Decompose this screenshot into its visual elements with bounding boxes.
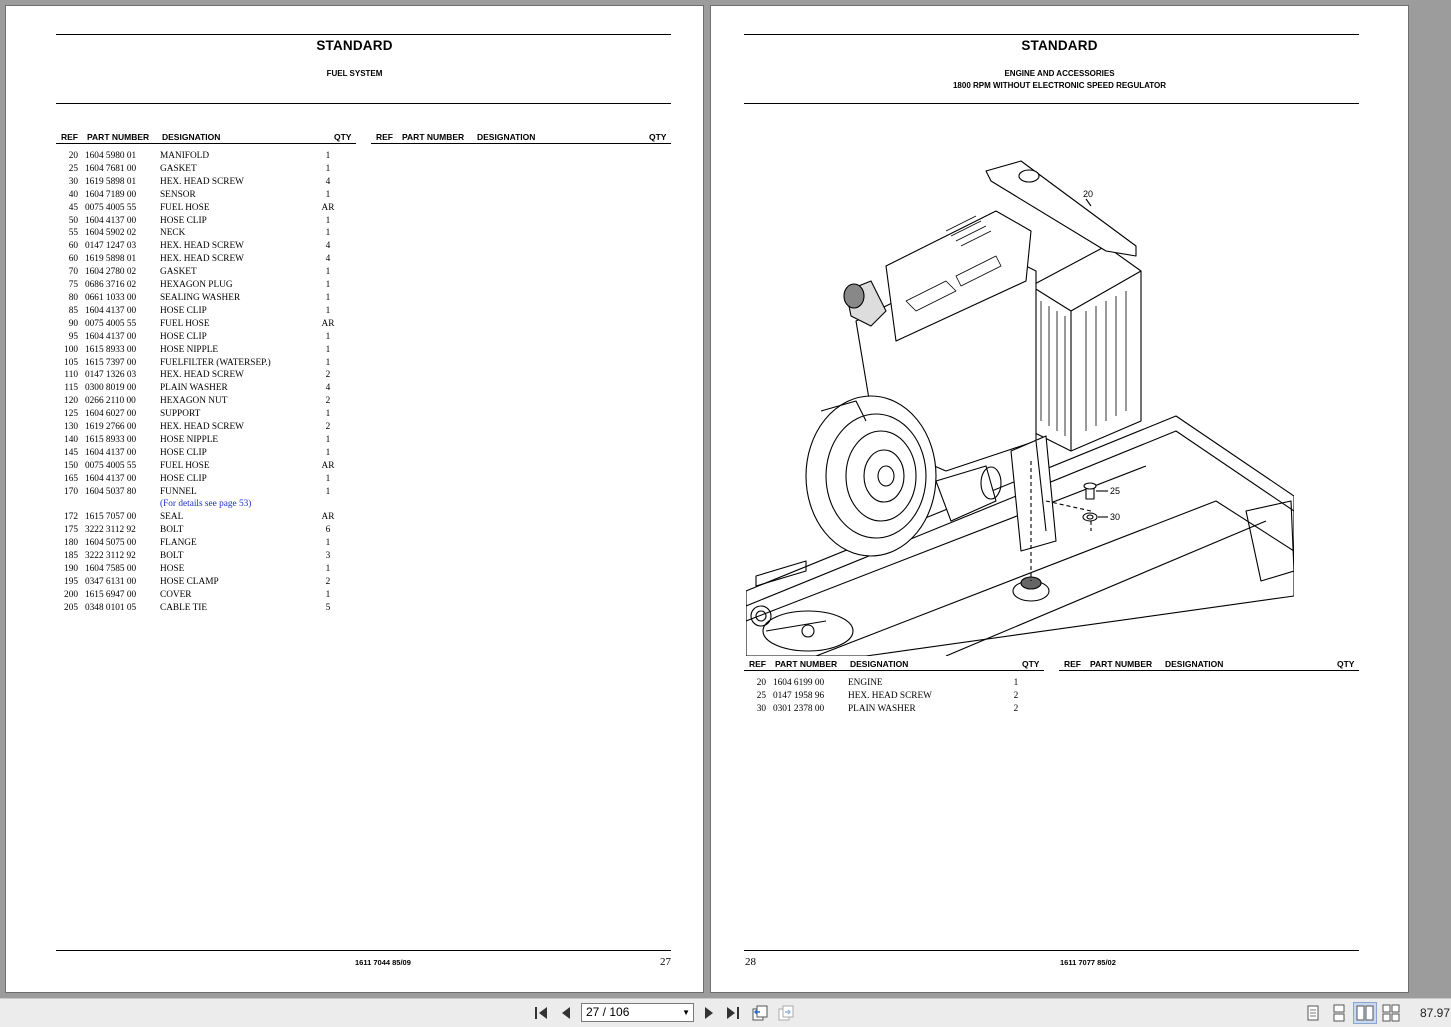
page-number-select[interactable] <box>581 1003 694 1022</box>
qty-cell: 1 <box>325 151 331 161</box>
part-number-cell: 1604 2780 02 <box>85 267 137 278</box>
table-row <box>54 421 341 434</box>
table-row <box>54 498 341 511</box>
ref-cell: 40 <box>68 189 78 200</box>
callout-25: 25 <box>1110 486 1121 496</box>
ref-cell: 70 <box>68 267 78 278</box>
prev-page-icon[interactable] <box>557 1004 575 1022</box>
ref-cell: 60 <box>68 254 78 265</box>
qty-cell: 4 <box>325 176 331 187</box>
designation-cell: COVER <box>160 589 192 600</box>
next-page-icon[interactable] <box>700 1004 718 1022</box>
table-row <box>54 331 341 344</box>
ref-cell: 80 <box>68 292 78 303</box>
table-row <box>54 524 341 537</box>
page-subtitle-line1: ENGINE AND ACCESSORIES <box>1004 69 1115 78</box>
ref-cell: 185 <box>64 551 78 562</box>
table-row <box>54 395 341 408</box>
callout-30: 30 <box>1110 512 1121 522</box>
designation-cell: GASKET <box>160 267 197 278</box>
ref-cell: 140 <box>64 434 78 445</box>
table-row <box>54 240 341 253</box>
qty-cell: 1 <box>325 409 331 420</box>
table-header-rule-2 <box>1059 670 1359 671</box>
engine-illustration <box>746 151 1294 656</box>
table-row <box>742 703 1029 716</box>
ref-cell <box>54 498 85 511</box>
ref-cell: 175 <box>64 525 78 536</box>
ref-cell: 105 <box>64 357 78 368</box>
qty-cell: 1 <box>325 473 331 484</box>
designation-cell: SUPPORT <box>160 409 201 420</box>
part-number-cell: 0348 0101 05 <box>85 602 137 613</box>
designation-cell: HEX. HEAD SCREW <box>160 422 244 433</box>
part-number-cell: 0301 2378 00 <box>773 703 825 714</box>
qty-cell: 1 <box>325 331 331 342</box>
designation-cell: FUEL HOSE <box>160 318 210 329</box>
part-number-cell: 0147 1247 03 <box>85 241 137 252</box>
part-number-cell: 0686 3716 02 <box>85 280 137 291</box>
first-page-icon[interactable] <box>532 1004 550 1022</box>
part-number-cell: 1604 6199 00 <box>773 678 825 688</box>
ref-cell: 75 <box>68 280 78 291</box>
ref-cell: 55 <box>68 228 78 239</box>
table-row <box>54 550 341 563</box>
table-row <box>54 369 341 382</box>
forward-view-icon[interactable] <box>777 1004 795 1022</box>
footer-rule <box>56 950 671 951</box>
part-number-cell: 1604 7189 00 <box>85 189 137 200</box>
page-title: STANDARD <box>316 38 393 53</box>
table-row <box>54 447 341 460</box>
part-number-cell: 1615 7397 00 <box>85 357 137 368</box>
footer-doc-number: 1611 7077 85/02 <box>1060 958 1116 967</box>
qty-cell: 2 <box>325 370 331 381</box>
qty-cell: 2 <box>325 576 331 587</box>
qty-cell: AR <box>321 318 335 329</box>
table-row <box>54 176 341 189</box>
qty-cell: 3 <box>325 551 331 562</box>
part-number-cell <box>85 498 160 511</box>
part-number-cell: 1604 4137 00 <box>85 473 137 484</box>
col-header-ref-2: REF <box>1064 659 1081 669</box>
part-number-cell: 0075 4005 55 <box>85 318 137 329</box>
cross-reference-link[interactable]: (For details see page 53) <box>160 499 252 510</box>
part-number-cell: 1604 4137 00 <box>85 447 137 458</box>
col-header-qty-2: QTY <box>649 132 667 142</box>
table-row <box>54 344 341 357</box>
ref-cell: 30 <box>68 176 78 187</box>
table-row <box>54 460 341 473</box>
part-number-cell: 0075 4005 55 <box>85 202 137 213</box>
table-row <box>54 266 341 279</box>
table-header-rule <box>744 670 1044 671</box>
qty-cell: 1 <box>325 564 331 574</box>
designation-cell: HOSE CLIP <box>160 447 207 458</box>
part-number-cell: 1615 6947 00 <box>85 589 137 600</box>
table-row <box>742 690 1029 703</box>
designation-cell: FUEL HOSE <box>160 202 210 213</box>
designation-cell: HEX. HEAD SCREW <box>848 690 932 701</box>
part-number-cell: 1615 7057 00 <box>85 512 137 523</box>
designation-cell: HOSE CLIP <box>160 331 207 342</box>
table-row <box>54 589 341 602</box>
col-header-part-number: PART NUMBER <box>775 659 838 669</box>
designation-cell: HOSE NIPPLE <box>160 434 219 445</box>
table-row <box>54 163 341 176</box>
designation-cell: HEXAGON NUT <box>160 396 228 407</box>
qty-cell: 1 <box>1013 678 1019 688</box>
designation-cell: PLAIN WASHER <box>848 703 916 714</box>
designation-cell: HOSE <box>160 564 185 574</box>
table-row <box>54 473 341 486</box>
header-rule-bottom <box>744 103 1359 104</box>
designation-cell: HOSE CLIP <box>160 215 207 226</box>
page-number: 27 <box>660 956 671 968</box>
designation-cell: HOSE CLAMP <box>160 576 219 587</box>
pdf-page-right <box>710 5 1409 993</box>
table-row <box>54 511 341 524</box>
ref-cell: 120 <box>64 396 78 407</box>
table-row <box>54 202 341 215</box>
designation-cell: PLAIN WASHER <box>160 383 228 394</box>
qty-cell: AR <box>321 202 335 213</box>
last-page-icon[interactable] <box>724 1004 742 1022</box>
qty-cell: 2 <box>1013 703 1019 714</box>
footer-rule <box>744 950 1359 951</box>
designation-cell: FUNNEL <box>160 486 197 497</box>
qty-cell <box>315 498 341 511</box>
part-number-cell: 0147 1326 03 <box>85 370 137 381</box>
table-row <box>54 486 341 499</box>
table-row <box>54 357 341 370</box>
qty-cell: 4 <box>325 241 331 252</box>
part-number-cell: 1615 8933 00 <box>85 434 137 445</box>
ref-cell: 115 <box>64 383 78 394</box>
qty-cell: 1 <box>325 447 331 458</box>
zoom-level[interactable]: 87.97 <box>1420 1006 1451 1020</box>
qty-cell: 6 <box>325 525 331 536</box>
col-header-ref-2: REF <box>376 132 393 142</box>
qty-cell: 1 <box>325 215 331 226</box>
designation-cell: SENSOR <box>160 189 196 200</box>
single-page-icon[interactable] <box>1304 1004 1322 1022</box>
qty-cell: 2 <box>1013 690 1019 701</box>
ref-cell: 170 <box>64 486 78 497</box>
part-number-cell: 1604 5980 01 <box>85 151 137 161</box>
designation-cell: HEX. HEAD SCREW <box>160 254 244 265</box>
designation-cell: FUELFILTER (WATERSEP.) <box>160 357 271 368</box>
ref-cell: 25 <box>68 163 78 174</box>
part-number-cell: 3222 3112 92 <box>85 551 136 562</box>
qty-cell: 1 <box>325 163 331 174</box>
pdf-page-left <box>5 5 704 993</box>
footer-doc-number: 1611 7044 85/09 <box>355 958 411 967</box>
part-number-cell: 1619 5898 01 <box>85 176 137 187</box>
ref-cell: 172 <box>64 512 78 523</box>
part-number-cell: 1619 2766 00 <box>85 422 137 433</box>
ref-cell: 205 <box>64 602 78 613</box>
header-rule-top <box>744 34 1359 35</box>
page-number: 28 <box>745 956 756 968</box>
ref-cell: 95 <box>68 331 78 342</box>
designation-cell: GASKET <box>160 163 197 174</box>
part-number-cell: 0661 1033 00 <box>85 292 137 303</box>
table-row <box>54 150 341 163</box>
ref-cell: 145 <box>64 447 78 458</box>
designation-cell: BOLT <box>160 551 184 562</box>
qty-cell: 1 <box>325 344 331 355</box>
table-row <box>54 563 341 576</box>
qty-cell: AR <box>321 460 335 471</box>
part-number-cell: 1604 4137 00 <box>85 215 137 226</box>
ref-cell: 150 <box>64 460 78 471</box>
ref-cell: 165 <box>64 473 78 484</box>
designation-cell: SEALING WASHER <box>160 292 241 303</box>
designation-cell: HEX. HEAD SCREW <box>160 370 244 381</box>
part-number-cell: 0147 1958 96 <box>773 690 825 701</box>
table-header-rule-2 <box>371 143 671 144</box>
part-number-cell: 0347 6131 00 <box>85 576 137 587</box>
col-header-part-number-2: PART NUMBER <box>1090 659 1153 669</box>
parts-table <box>742 677 1029 716</box>
part-number-cell: 1604 5902 02 <box>85 228 137 239</box>
designation-cell: HEX. HEAD SCREW <box>160 176 244 187</box>
table-row <box>54 305 341 318</box>
designation-cell: ENGINE <box>848 678 883 688</box>
back-view-icon[interactable] <box>751 1004 769 1022</box>
table-row <box>54 227 341 240</box>
col-header-ref: REF <box>61 132 78 142</box>
ref-cell: 125 <box>64 409 78 420</box>
qty-cell: 1 <box>325 538 331 549</box>
table-row <box>54 576 341 589</box>
designation-cell: FLANGE <box>160 538 197 549</box>
col-header-part-number: PART NUMBER <box>87 132 150 142</box>
designation-cell: HEXAGON PLUG <box>160 280 233 291</box>
designation-cell: CABLE TIE <box>160 602 208 613</box>
qty-cell: 4 <box>325 383 331 394</box>
table-row <box>54 602 341 615</box>
qty-cell: 1 <box>325 292 331 303</box>
col-header-qty-2: QTY <box>1337 659 1355 669</box>
table-row <box>54 189 341 202</box>
col-header-qty: QTY <box>1022 659 1040 669</box>
part-number-cell: 1604 4137 00 <box>85 331 137 342</box>
ref-cell: 130 <box>64 422 78 433</box>
ref-cell: 50 <box>68 215 78 226</box>
table-row <box>54 408 341 421</box>
continuous-icon[interactable] <box>1330 1004 1348 1022</box>
table-row <box>54 434 341 447</box>
page-indicator: 27 / 106 <box>586 1005 630 1019</box>
part-number-cell: 1604 7681 00 <box>85 163 137 174</box>
part-number-cell: 0300 8019 00 <box>85 383 137 394</box>
facing-pages-icon[interactable] <box>1356 1004 1374 1022</box>
qty-cell: 1 <box>325 280 331 291</box>
part-number-cell: 3222 3112 92 <box>85 525 136 536</box>
qty-cell: 1 <box>325 589 331 600</box>
designation-cell: SEAL <box>160 512 184 523</box>
ref-cell: 25 <box>756 690 766 701</box>
chevron-down-icon: ▼ <box>682 1008 690 1017</box>
qty-cell: 1 <box>325 486 331 497</box>
table-row <box>54 279 341 292</box>
callout-20: 20 <box>1083 189 1094 199</box>
ref-cell: 190 <box>64 564 78 574</box>
designation-cell: HEX. HEAD SCREW <box>160 241 244 252</box>
part-number-cell: 0075 4005 55 <box>85 460 137 471</box>
table-row <box>54 215 341 228</box>
ref-cell: 195 <box>64 576 78 587</box>
ref-cell: 85 <box>68 305 78 316</box>
part-number-cell: 1604 5037 80 <box>85 486 137 497</box>
designation-cell: FUEL HOSE <box>160 460 210 471</box>
page-title: STANDARD <box>1021 38 1098 53</box>
col-header-designation-2: DESIGNATION <box>1165 659 1224 669</box>
col-header-ref: REF <box>749 659 766 669</box>
ref-cell: 45 <box>68 202 78 213</box>
ref-cell: 30 <box>756 703 766 714</box>
part-number-cell: 1604 6027 00 <box>85 409 137 420</box>
qty-cell: 5 <box>325 602 331 613</box>
header-rule-bottom <box>56 103 671 104</box>
page-subtitle-line2: 1800 RPM WITHOUT ELECTRONIC SPEED REGULATOR <box>952 81 1167 90</box>
qty-cell: 1 <box>325 305 331 316</box>
col-header-designation: DESIGNATION <box>850 659 909 669</box>
col-header-designation: DESIGNATION <box>162 132 221 142</box>
designation-cell: HOSE NIPPLE <box>160 344 219 355</box>
continuous-facing-icon[interactable] <box>1382 1004 1400 1022</box>
designation-cell: MANIFOLD <box>160 151 210 161</box>
ref-cell: 90 <box>68 318 78 329</box>
table-row <box>54 537 341 550</box>
ref-cell: 110 <box>64 370 78 381</box>
table-row <box>54 318 341 331</box>
ref-cell: 60 <box>68 241 78 252</box>
table-row <box>742 677 1029 690</box>
qty-cell: 1 <box>325 434 331 445</box>
part-number-cell: 1604 7585 00 <box>85 564 137 574</box>
qty-cell: 1 <box>325 357 331 368</box>
viewer-toolbar <box>0 998 1451 1027</box>
part-number-cell: 0266 2110 00 <box>85 396 136 407</box>
col-header-qty: QTY <box>334 132 352 142</box>
header-rule-top <box>56 34 671 35</box>
qty-cell: 1 <box>325 267 331 278</box>
part-number-cell: 1619 5898 01 <box>85 254 137 265</box>
qty-cell: 4 <box>325 254 331 265</box>
qty-cell: AR <box>321 512 335 523</box>
col-header-designation-2: DESIGNATION <box>477 132 536 142</box>
ref-cell: 20 <box>68 151 78 161</box>
ref-cell: 20 <box>756 678 766 688</box>
qty-cell: 1 <box>325 228 331 239</box>
qty-cell: 1 <box>325 189 331 200</box>
table-row <box>54 292 341 305</box>
col-header-part-number-2: PART NUMBER <box>402 132 465 142</box>
qty-cell: 2 <box>325 422 331 433</box>
qty-cell: 2 <box>325 396 331 407</box>
ref-cell: 200 <box>64 589 78 600</box>
table-row <box>54 382 341 395</box>
table-header-rule <box>56 143 356 144</box>
ref-cell: 100 <box>64 344 78 355</box>
designation-cell: HOSE CLIP <box>160 305 207 316</box>
part-number-cell: 1604 5075 00 <box>85 538 137 549</box>
part-number-cell: 1604 4137 00 <box>85 305 137 316</box>
part-number-cell: 1615 8933 00 <box>85 344 137 355</box>
ref-cell: 180 <box>64 538 78 549</box>
designation-cell: BOLT <box>160 525 184 536</box>
designation-cell: HOSE CLIP <box>160 473 207 484</box>
parts-table <box>54 150 341 615</box>
table-row <box>54 253 341 266</box>
designation-cell: NECK <box>160 228 186 239</box>
page-subtitle: FUEL SYSTEM <box>326 69 383 78</box>
